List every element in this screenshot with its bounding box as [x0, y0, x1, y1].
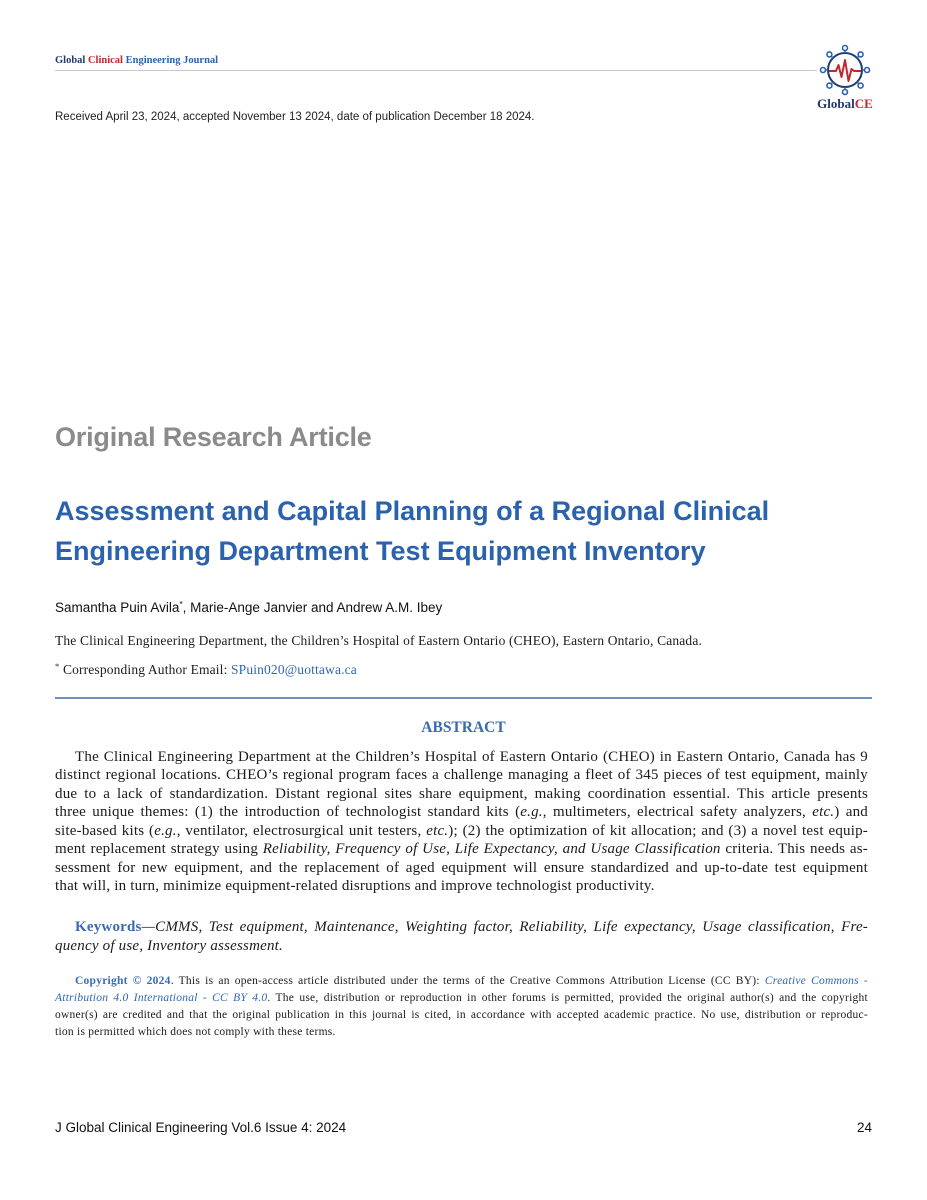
journal-name-global: Global	[55, 55, 86, 66]
logo-node	[843, 90, 848, 95]
logo-node	[827, 83, 832, 88]
article-type-heading: Original Research Article	[55, 422, 372, 452]
logo-node	[827, 52, 832, 57]
logo-wordmark	[816, 96, 874, 111]
abstract-line	[55, 877, 868, 895]
copyright-text: tion is permitted which does not comply with these terms.	[55, 1026, 336, 1039]
article-title-line: Engineering Department Test Equipment Inventory	[55, 536, 706, 566]
section-divider	[55, 697, 872, 699]
abstract-text: that will, in turn, minimize equipment-related disruptions and improve technologist productivity.	[55, 878, 655, 895]
abstract-text: sessment for new equipment, and the replacement of aged equipment will ensure standardized and up-to-date test equipment	[55, 859, 868, 876]
abstract-heading: ABSTRACT	[421, 719, 506, 736]
logo-heartbeat-line	[829, 60, 861, 81]
other-authors: , Marie-Ange Janvier and Andrew A.M. Ibey	[182, 600, 443, 615]
logo-wordmark-ce: CE	[854, 96, 873, 111]
journal-name	[55, 54, 218, 67]
abstract-text: ment replacement strategy using	[55, 841, 263, 858]
copyright-line	[55, 1024, 868, 1041]
abstract-text: The Clinical Engineering Department at the Children’s Hospital of Eastern Ontario (CHEO) in Eastern Ontario, Canada has 9	[75, 749, 868, 765]
corresponding-email-link[interactable]: SPuin020@uottawa.ca	[231, 662, 357, 677]
journal-name-clinical: Clinical	[87, 55, 123, 66]
first-author: Samantha Puin Avila	[55, 600, 180, 615]
abstract-text: due to a lack of standardization. Distant regional sites share equipment, making coordination essential. This article presents	[55, 785, 868, 802]
copyright-line	[55, 1007, 868, 1024]
license-link[interactable]: Attribution 4.0 International - CC BY 4.0	[55, 991, 268, 1004]
abstract-emphasis: e.g.	[154, 822, 177, 839]
article-title	[55, 491, 875, 571]
abstract-body	[55, 748, 868, 896]
logo-node	[858, 83, 863, 88]
keywords-line	[55, 918, 868, 938]
abstract-emphasis: etc.	[812, 804, 835, 821]
license-link[interactable]: Creative Commons -	[764, 974, 868, 987]
abstract-emphasis: etc.	[426, 822, 449, 839]
copyright-line	[55, 973, 868, 990]
header-divider	[55, 70, 817, 71]
keywords-line	[55, 937, 868, 957]
abstract-text: distinct regional locations. CHEO’s regional program faces a challenge managing a fleet of 345 pieces of test equipment, mainly	[55, 767, 868, 784]
abstract-text: site-based kits (	[55, 822, 155, 839]
logo-wordmark-global: Global	[817, 96, 855, 111]
copyright-text: . This is an open-access article distributed under the terms of the Creative Commons Attribution License (CC BY):	[170, 974, 765, 987]
abstract-text: criteria. This needs as-	[720, 841, 868, 858]
keywords-emphasis: quency of use, Inventory assessment.	[55, 938, 283, 954]
abstract-line	[55, 859, 868, 877]
publication-dates: Received April 23, 2024, accepted November 13 2024, date of publication December 18 2024.	[55, 111, 535, 123]
corresponding-author-mark: *	[179, 599, 183, 609]
abstract-emphasis: Reliability, Frequency of Use, Life Expectancy, and Usage Classification	[262, 841, 721, 858]
footer-citation: J Global Clinical Engineering Vol.6 Issue 4: 2024	[55, 1120, 347, 1135]
author-affiliation: The Clinical Engineering Department, the Children’s Hospital of Eastern Ontario (CHEO), Eastern Ontario, Canada.	[55, 633, 702, 648]
abstract-text: ) and	[834, 804, 868, 821]
logo-node	[821, 68, 826, 73]
copyright-text: . The use, distribution or reproduction in other forums is permitted, provided the original author(s) and the copyright	[267, 991, 868, 1004]
copyright-line	[55, 990, 868, 1007]
copyright-text: owner(s) are credited and that the original publication in this journal is cited, in accordance with accepted academic practice. No use, distribution or reproduc-	[55, 1009, 868, 1022]
keywords-label: Keywords	[75, 918, 142, 935]
copyright-label: Copyright © 2024	[75, 974, 171, 987]
logo-node	[865, 68, 870, 73]
journal-name-engineering-journal: Engineering Journal	[125, 55, 219, 66]
abstract-line	[55, 803, 868, 821]
corresponding-mark: *	[55, 661, 60, 671]
page-number: 24	[856, 1120, 872, 1135]
abstract-text: ); (2) the optimization of kit allocation; and (3) a novel test equip-	[448, 822, 868, 839]
author-list	[55, 600, 442, 616]
logo-node	[843, 46, 848, 51]
article-title-line: Assessment and Capital Planning of a Regional Clinical	[55, 496, 770, 526]
abstract-text: three unique themes: (1) the introduction of technologist standard kits (	[55, 804, 521, 821]
corresponding-author	[55, 662, 357, 678]
journal-logo	[816, 44, 874, 112]
copyright-notice	[55, 973, 868, 1042]
keywords-emphasis: —CMMS, Test equipment, Maintenance, Weighting factor, Reliability, Life expectancy, Usage classification, Fre-	[141, 918, 868, 935]
abstract-text: , multimeters, electrical safety analyzers,	[542, 804, 813, 821]
logo-node	[858, 52, 863, 57]
abstract-emphasis: e.g.	[520, 804, 543, 821]
globe-network-heartbeat-icon	[818, 44, 872, 96]
abstract-line	[55, 766, 868, 784]
abstract-line	[55, 840, 868, 858]
abstract-line	[55, 748, 868, 766]
abstract-line	[55, 822, 868, 840]
abstract-text: , ventilator, electrosurgical unit testers,	[176, 822, 427, 839]
abstract-line	[55, 785, 868, 803]
corresponding-label: Corresponding Author Email:	[62, 662, 231, 677]
keywords	[55, 918, 868, 957]
